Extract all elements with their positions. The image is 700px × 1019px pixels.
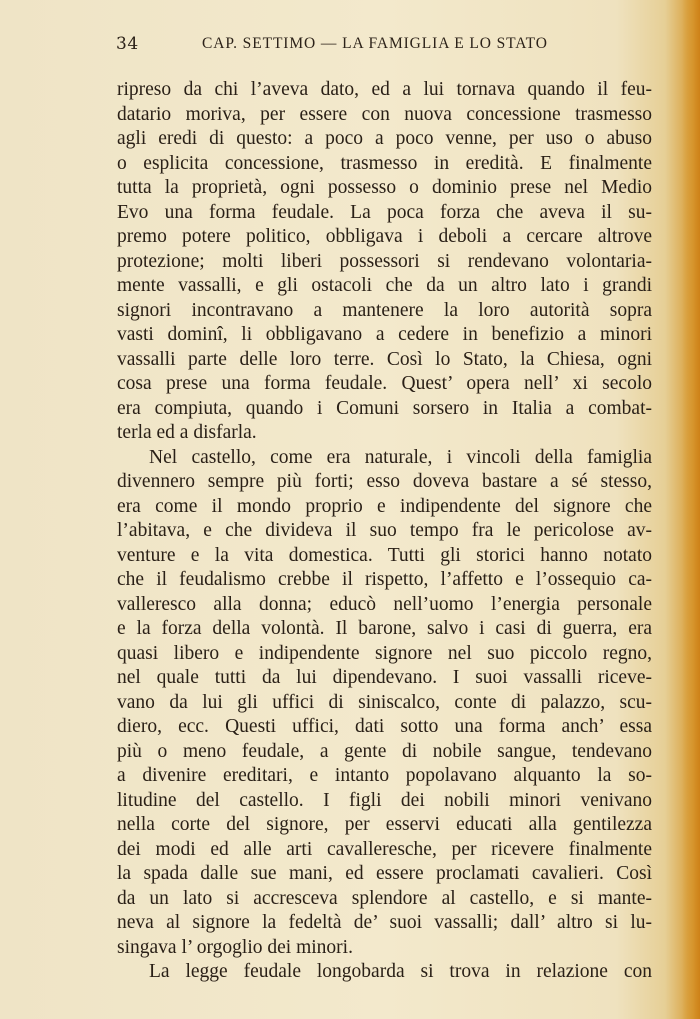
- text-line: più o meno feudale, a gente di nobile sangue, tendevano: [117, 740, 652, 762]
- text-line: dei modi ed alle arti cavalleresche, per ricevere finalmente: [117, 838, 652, 860]
- text-line: era compiuta, quando i Comuni sorsero in Italia a combat-: [117, 397, 652, 419]
- text-line: premo potere politico, obbligava i deboli a cercare altrove: [117, 226, 652, 247]
- running-head: CAP. SETTIMO — LA FAMIGLIA E LO STATO: [202, 35, 548, 52]
- text-line: la spada dalle sue mani, ed essere proclamati cavalieri. Così: [117, 863, 652, 884]
- text-line: vano da lui gli uffici di siniscalco, conte di palazzo, scu-: [117, 691, 652, 713]
- text-line: nel quale tutti da lui dipendevano. I suoi vassalli riceve-: [117, 667, 652, 688]
- text-line: venture e la vita domestica. Tutti gli storici hanno notato: [117, 544, 652, 566]
- text-line: da un lato si accresceva splendore al castello, e si mante-: [117, 887, 652, 909]
- text-line: tutta la proprietà, ogni possesso o dominio prese nel Medio: [117, 177, 652, 198]
- body-text: [117, 78, 652, 985]
- text-line: e la forza della volontà. Il barone, salvo i casi di guerra, era: [117, 618, 652, 639]
- text-line: che il feudalismo crebbe il rispetto, l’affetto e l’ossequio ca-: [117, 569, 652, 590]
- text-line: signori incontravano a mantenere la loro autorità sopra: [117, 299, 652, 321]
- text-line: La legge feudale longobarda si trova in relazione con: [149, 961, 652, 982]
- text-line: Evo una forma feudale. La poca forza che aveva il su-: [117, 201, 652, 223]
- text-line: cosa prese una forma feudale. Quest’ opera nell’ xi secolo: [117, 373, 652, 394]
- text-line: vassalli parte delle loro terre. Così lo Stato, la Chiesa, ogni: [117, 348, 652, 370]
- text-line: l’abitava, e che divideva il suo tempo fra le pericolose av-: [117, 520, 652, 541]
- text-line: terla ed a disfarla.: [117, 422, 257, 443]
- text-line: divennero sempre più forti; esso doveva bastare a sé stesso,: [117, 471, 652, 492]
- text-line: diero, ecc. Questi uffici, dati sotto una forma anch’ essa: [117, 716, 652, 737]
- text-line: ripreso da chi l’aveva dato, ed a lui tornava quando il feu-: [117, 79, 652, 100]
- text-line: nella corte del signore, per esservi educati alla gentilezza: [117, 814, 652, 835]
- text-line: agli eredi di questo: a poco a poco venne, per uso o abuso: [117, 128, 652, 149]
- text-line: o esplicita concessione, trasmesso in eredità. E finalmente: [117, 152, 652, 174]
- text-line: quasi libero e indipendente signore nel suo piccolo regno,: [117, 642, 652, 664]
- text-line: mente vassalli, e gli ostacoli che da un altro lato i grandi: [117, 275, 652, 296]
- page-header: [116, 34, 652, 58]
- text-line: a divenire ereditari, e intanto popolavano alquanto la so-: [117, 765, 652, 786]
- text-line: valleresco alla donna; educò nell’uomo l’energia personale: [117, 593, 652, 615]
- page-number: 34: [116, 34, 139, 54]
- text-line: singava l’ orgoglio dei minori.: [117, 936, 353, 958]
- text-line: Nel castello, come era naturale, i vincoli della famiglia: [149, 446, 652, 468]
- text-line: neva al signore la fedeltà de’ suoi vassalli; dall’ altro si lu-: [117, 912, 652, 933]
- page-edge-shading: [682, 0, 700, 1019]
- text-line: protezione; molti liberi possessori si rendevano volontaria-: [117, 250, 652, 272]
- text-line: vasti dominî, li obbligavano a cedere in benefizio a minori: [117, 324, 652, 345]
- text-line: datario moriva, per essere con nuova concessione trasmesso: [117, 103, 652, 125]
- text-line: litudine del castello. I figli dei nobili minori venivano: [117, 789, 652, 811]
- text-line: era come il mondo proprio e indipendente del signore che: [117, 495, 652, 517]
